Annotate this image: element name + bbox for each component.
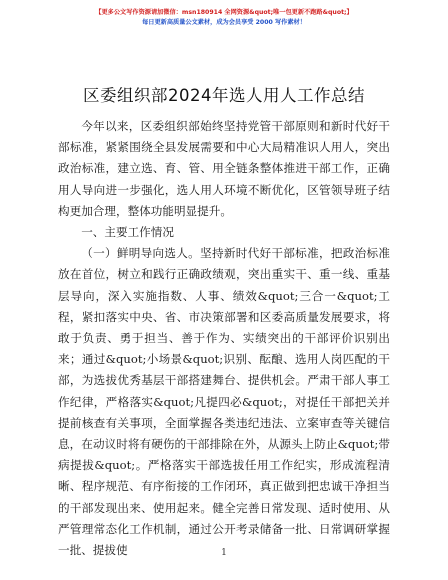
document-title: 区委组织部2024年选人用人工作总结: [83, 86, 365, 105]
document-body: [58, 116, 390, 561]
body-paragraph: （一）鲜明导向选人。坚持新时代好干部标准，把政治标准放在首位，树立和践行正确政绩观，突出重实干、重一线、重基层导向，深入实施指数、人事、绩效&quot;三合一&quot;工程，紧扣落实中央、省、市决策部署和区委高质量发展要求，将敢于负责、勇于担当、善于作为、实绩突出的干部评价识别出来；通过&quot;小场景&quot;识别、酝酿、选用人岗匹配的干部，为选拔优秀基层干部搭建舞台、提供机会。严肃干部人事工作纪律，严格落实&quot;凡提四必&quot;，对提任干部把关并提前核查有关事项，全面掌握各类违纪违法、立案审查等关键信息，在动议时将有硬伤的干部排除在外，从源头上防止&quot;带病提拔&quot;。严格落实干部选拔任用工作纪实，形成流程清晰、程序规范、有序衔接的工作闭环，真正做到把忠诚干净担当的干部发现出来、使用起来。健全完善日常发现、适时使用、从严管理常态化工作机制，通过公开考录储备一批、日常调研掌握一批、提拔使: [58, 246, 390, 558]
intro-paragraph: 今年以来，区委组织部始终坚持党管干部原则和新时代好干部标准，紧紧围绕全县发展需要和中心大局精准识人用人，突出政治标准，建立选、育、管、用全链条整体推进干部工作，正确用人导向进一步强化，选人用人环境不断优化，区管领导班子结构更加合理，整体功能明显提升。: [58, 119, 390, 218]
promo-line-2: 每日更新高质量公文素材，成为会员享受 2000 写作素材！: [142, 19, 306, 26]
promo-line-1: 【更多公文写作资源请加微信：msn180914 全网资源&quot;唯一包更新不跑路&quot;】: [95, 9, 353, 16]
section-heading: 一、主要工作情况: [81, 225, 174, 240]
page-number: 1: [221, 548, 227, 558]
promo-banner: [0, 8, 448, 28]
